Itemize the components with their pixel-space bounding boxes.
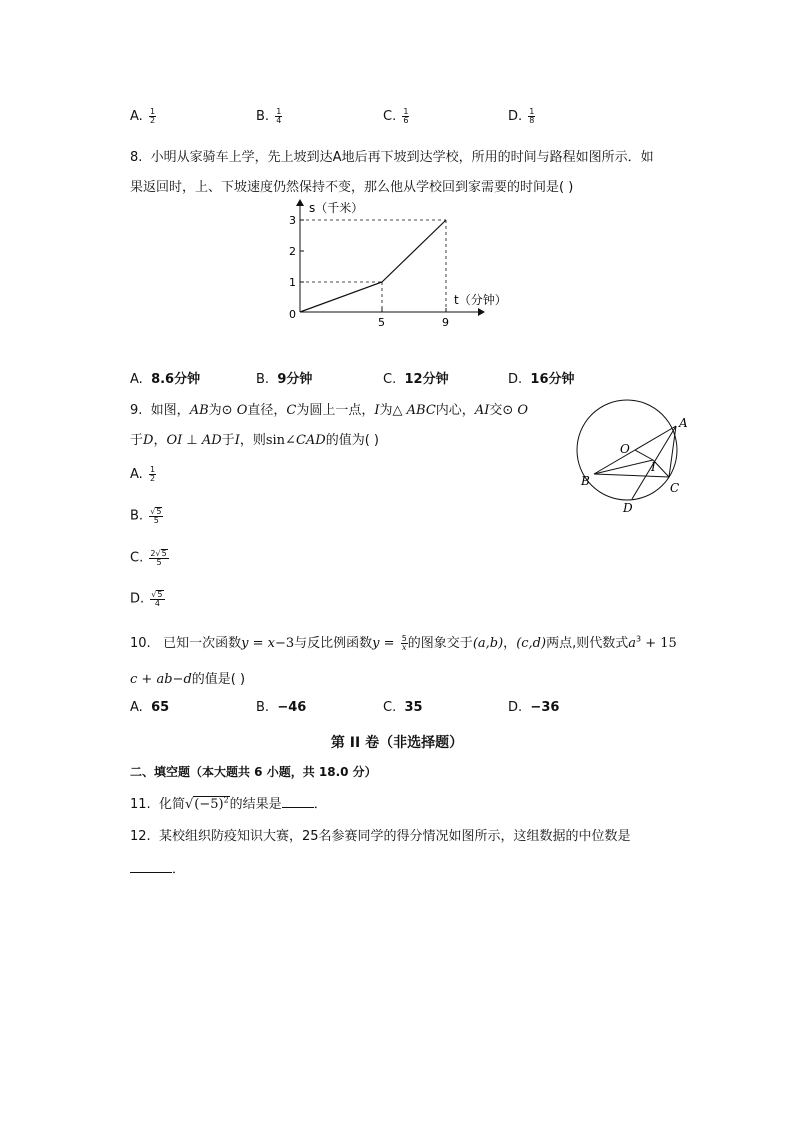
text: 与反比例函数	[294, 636, 373, 651]
sqrt-sign: √	[184, 797, 194, 812]
sqrt-expression	[193, 796, 229, 812]
text: ，	[153, 433, 167, 448]
option-text: 12分钟	[404, 372, 449, 387]
numerator: 1	[276, 107, 282, 116]
option-letter: B.	[256, 372, 270, 387]
denominator: x	[401, 643, 407, 652]
q9-option-c	[130, 549, 169, 567]
text: 如图，	[150, 403, 190, 418]
text: ，	[503, 636, 517, 651]
option-letter: B.	[256, 109, 270, 124]
option-letter: C.	[130, 550, 144, 566]
option-text: 35	[404, 700, 423, 715]
radicand: 5	[157, 590, 163, 599]
math: OI	[166, 433, 183, 448]
text: 内心，	[435, 403, 475, 418]
numerator: 1	[149, 465, 156, 474]
q10-line1	[130, 632, 677, 652]
math: ABC	[406, 403, 436, 418]
circle-symbol: ⊙	[502, 403, 514, 418]
q11	[130, 793, 327, 812]
text: 为	[379, 403, 393, 418]
numerator: 1	[403, 107, 409, 116]
question-text: 果返回时，上、下坡速度仍然保持不变，那么他从学校回到家需要的时间是( )	[130, 180, 574, 195]
point-label-b: B	[581, 474, 590, 488]
text: ．	[172, 862, 186, 877]
q7-option-a	[130, 108, 156, 125]
math: I	[374, 403, 380, 418]
q8-option-b	[256, 368, 312, 387]
text: ．	[313, 797, 327, 812]
numerator: √5	[150, 507, 162, 516]
denominator: 6	[403, 116, 409, 125]
q12-line1	[130, 825, 631, 844]
q8-option-c	[383, 368, 449, 387]
option-letter: D.	[508, 109, 523, 124]
numerator: 2√5	[150, 549, 167, 558]
math: x	[267, 636, 275, 651]
q9-line2	[130, 429, 379, 448]
question-number: 12.	[130, 829, 151, 844]
q10-option-b	[256, 700, 306, 715]
math: =	[379, 636, 399, 651]
fraction	[275, 108, 282, 125]
math: −	[172, 672, 184, 687]
circle-symbol: ⊙	[221, 403, 233, 418]
segment-bc	[594, 474, 669, 477]
radicand: (−5)	[194, 797, 224, 812]
text: 于	[221, 433, 235, 448]
math: c	[130, 672, 138, 687]
radicand: 5	[161, 549, 167, 558]
q12-line2	[130, 858, 185, 877]
y-tick-label: 3	[289, 214, 296, 227]
question-number: 10.	[130, 636, 151, 651]
text: 的图象交于	[407, 636, 473, 651]
text: 两点,则代数式	[546, 636, 629, 651]
option-letter: C.	[383, 109, 397, 124]
question-text: 小明从家骑车上学，先上坡到达A地后再下坡到达学校，所用的时间与路程如图所示．如	[150, 150, 654, 165]
option-text: 9分钟	[277, 372, 313, 387]
q7-option-c	[383, 108, 409, 125]
math: y	[241, 636, 249, 651]
numerator: √5	[151, 590, 163, 599]
option-letter: A.	[130, 372, 143, 387]
text: 的值是( )	[191, 672, 246, 687]
point-label-c: C	[670, 481, 680, 495]
option-letter: B.	[256, 700, 270, 715]
point-label-o: O	[620, 442, 630, 456]
math: + 15	[641, 636, 677, 651]
text: 的结果是	[229, 797, 282, 812]
math: (a,b)	[472, 636, 504, 651]
fraction	[150, 590, 164, 608]
x-tick-label: 9	[442, 316, 449, 329]
text: 交	[489, 403, 503, 418]
math: AB	[189, 403, 209, 418]
segment-oi	[635, 450, 653, 460]
q10-option-c	[383, 700, 423, 715]
point-label-a: A	[679, 416, 688, 430]
math: CAD	[295, 433, 326, 448]
text: 为圆上一点，	[296, 403, 375, 418]
option-letter: D.	[508, 372, 523, 387]
denominator: 8	[529, 116, 535, 125]
numerator: 1	[529, 107, 535, 116]
denominator: 2	[149, 474, 156, 483]
option-letter: B.	[130, 508, 144, 524]
x-axis-arrow	[478, 308, 485, 316]
triangle-symbol: △	[392, 403, 403, 418]
text: 于	[130, 433, 144, 448]
text: 已知一次函数	[163, 636, 242, 651]
math: D	[143, 433, 154, 448]
denominator: 4	[154, 599, 160, 608]
q8-option-a	[130, 368, 200, 387]
denominator: 4	[276, 116, 282, 125]
text: 的值为( )	[325, 433, 379, 448]
section-heading: 二、填空题（本大题共 6 小题，共 18.0 分）	[130, 765, 377, 779]
option-letter: A.	[130, 109, 143, 124]
fraction	[149, 549, 168, 567]
option-text: 16分钟	[530, 372, 575, 387]
q9-option-a	[130, 466, 156, 483]
x-axis-label: t（分钟）	[454, 293, 507, 307]
q9-option-d	[130, 590, 165, 608]
origin-label: 0	[289, 308, 296, 321]
option-letter: D.	[130, 591, 145, 607]
q9-circle-figure	[575, 395, 705, 520]
math: =	[248, 636, 268, 651]
math: ab	[156, 672, 173, 687]
denominator: 2	[149, 116, 156, 125]
q8-option-d	[508, 368, 575, 387]
option-letter: A.	[130, 467, 143, 482]
segment-ac	[669, 426, 676, 477]
q8-distance-time-graph	[280, 196, 507, 336]
text: 化简	[158, 797, 185, 812]
denominator: 5	[153, 516, 159, 525]
option-letter: C.	[383, 372, 397, 387]
question-text: 某校组织防疫知识大赛，25名参赛同学的得分情况如图所示，这组数据的中位数是	[158, 829, 631, 844]
math: AI	[474, 403, 490, 418]
denominator: 5	[156, 558, 162, 567]
fraction	[401, 635, 408, 652]
question-number: 9.	[130, 403, 143, 418]
math: a	[628, 636, 636, 651]
q10-option-a	[130, 700, 169, 715]
q10-option-d	[508, 700, 559, 715]
y-tick-label: 1	[289, 276, 296, 289]
perpendicular-symbol: ⊥	[182, 433, 202, 448]
math: −3	[274, 636, 295, 651]
option-letter: A.	[130, 700, 143, 715]
option-text: 8.6分钟	[151, 372, 201, 387]
q10-line2	[130, 668, 245, 687]
math: sin∠	[265, 433, 296, 448]
q8-line2	[130, 176, 573, 195]
math: O	[517, 403, 529, 418]
q8-line1	[130, 146, 654, 165]
question-number: 8.	[130, 150, 143, 165]
y-axis-arrow	[296, 199, 304, 206]
option-text: −36	[530, 700, 560, 715]
fraction	[149, 466, 156, 483]
exponent: 2	[223, 795, 229, 805]
route-line	[300, 220, 446, 312]
math: (c,d)	[516, 636, 547, 651]
math: +	[137, 672, 157, 687]
text: 为	[208, 403, 222, 418]
y-tick-label: 2	[289, 245, 296, 258]
math: y	[372, 636, 380, 651]
math: C	[286, 403, 297, 418]
q9-option-b	[130, 507, 163, 525]
x-tick-label: 5	[378, 316, 385, 329]
q7-option-d	[508, 108, 535, 125]
numerator: 1	[149, 107, 156, 116]
q9-line1	[130, 399, 528, 418]
coefficient: 2	[150, 549, 156, 558]
text: ，则	[239, 433, 266, 448]
fraction	[402, 108, 409, 125]
numerator: 5	[401, 634, 407, 643]
option-letter: D.	[508, 700, 523, 715]
answer-blank	[282, 807, 314, 808]
option-text: −46	[277, 700, 307, 715]
math: O	[236, 403, 248, 418]
point-label-i: I	[651, 460, 656, 474]
option-text: 65	[151, 700, 170, 715]
answer-blank	[130, 872, 172, 873]
point-label-d: D	[623, 501, 633, 515]
option-letter: C.	[383, 700, 397, 715]
y-axis-label: s（千米）	[309, 201, 364, 215]
q7-option-b	[256, 108, 282, 125]
math: d	[183, 672, 192, 687]
text: 直径，	[247, 403, 287, 418]
math: I	[234, 433, 240, 448]
math: AD	[201, 433, 222, 448]
question-number: 11.	[130, 797, 151, 812]
fraction	[149, 108, 156, 125]
fraction	[528, 108, 535, 125]
segment-bi	[594, 460, 653, 474]
exponent: 3	[635, 634, 642, 644]
radicand: 5	[156, 507, 162, 516]
section-title: 第 II 卷（非选择题）	[330, 735, 464, 751]
fraction	[149, 507, 163, 525]
